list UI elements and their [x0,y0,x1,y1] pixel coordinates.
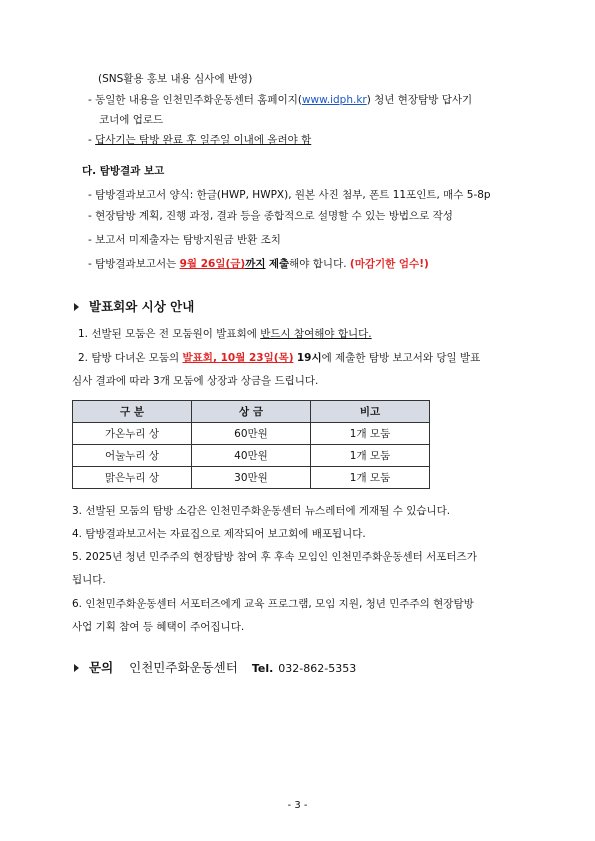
table-cell: 1개 모둠 [311,445,430,467]
deadline-text-before: - 탐방결과보고서는 [88,258,180,270]
upload-deadline-text: 답사기는 탐방 완료 후 일주일 이내에 올려야 함 [95,134,312,146]
item2-text-before: 2. 탐방 다녀온 모둠의 [78,352,183,364]
sns-note: (SNS활용 홍보 내용 심사에 반영) [98,73,253,85]
upload-instruction-cont: 코너에 업로드 [99,114,164,126]
deadline-submit: 제출 [268,258,290,270]
table-cell: 가온누리 상 [73,423,192,445]
deadline-note: (마감기한 엄수!) [349,258,429,270]
item2-text-after: 에 제출한 탐방 보고서와 당일 발표 [321,352,481,364]
section-report-title: 다. 탐방결과 보고 [82,165,165,177]
header-category: 구 분 [73,401,192,423]
upload-text-after: ) 청년 현장탐방 답사기 [366,94,473,106]
contact-org: 인천민주화운동센터 [129,660,238,675]
presentation-heading-text: 발표회와 시상 안내 [89,299,195,314]
triangle-bullet-icon [74,664,79,672]
header-note: 비고 [311,401,430,423]
upload-deadline [88,133,311,147]
table-row [73,467,430,489]
table-cell: 1개 모둠 [311,423,430,445]
presentation-item-5-cont: 됩니다. [72,574,106,586]
upload-text-before: - 동일한 내용을 인천민주화운동센터 홈페이지( [88,94,302,106]
item2-time: 19시 [296,352,322,364]
prize-table-header [73,401,430,423]
homepage-link[interactable]: www.idph.kr [301,94,367,106]
table-cell: 40만원 [192,445,311,467]
presentation-heading [74,299,194,315]
item1-text: 1. 선발된 모둠은 전 모둠원이 발표회에 [78,328,261,340]
presentation-item-2-cont: 심사 결과에 따라 3개 모둠에 상장과 상금을 드립니다. [72,375,319,387]
contact-line [74,660,356,677]
table-cell: 60만원 [192,423,311,445]
presentation-item-4: 4. 탐방결과보고서는 자료집으로 제작되어 보고회에 배포됩니다. [72,528,366,540]
item1-underline: 반드시 참여해야 합니다. [260,328,372,340]
deadline-date: 9월 26일(금) [179,258,246,270]
deadline-until: 까지 [245,258,266,270]
report-item-format: - 탐방결과보고서 양식: 한글(HWP, HWPX), 원본 사진 첨부, 폰트 11포인트, 매수 5-8p [88,189,491,201]
header-prize: 상 금 [192,401,311,423]
table-row [73,423,430,445]
table-row [73,445,430,467]
table-cell: 맑은누리 상 [73,467,192,489]
presentation-item-5: 5. 2025년 청년 민주주의 현장탐방 참여 후 후속 모임인 인천민주화운동센터 서포터즈가 [72,551,477,563]
item2-date: 발표회, 10월 23일(목) [182,352,294,364]
report-item-content: - 현장탐방 계획, 진행 과정, 결과 등을 종합적으로 설명할 수 있는 방법으로 작성 [88,210,453,222]
page-number: - 3 - [287,800,308,811]
prize-table [72,400,430,489]
upload-deadline-prefix: - [88,134,96,146]
presentation-item-6-cont: 사업 기획 참여 등 혜택이 주어집니다. [72,621,245,633]
upload-instruction [88,93,472,107]
table-cell: 어눌누리 상 [73,445,192,467]
deadline-text-after: 해야 합니다. [289,258,350,270]
presentation-item-6: 6. 인천민주화운동센터 서포터즈에게 교육 프로그램, 모임 지원, 청년 민주주의 현장탐방 [72,598,474,610]
contact-tel: 032-862-5353 [278,662,357,675]
contact-label: 문의 [89,660,114,675]
presentation-item-1 [78,327,372,341]
report-deadline [88,257,429,271]
report-item-penalty: - 보고서 미제출자는 탐방지원금 반환 조치 [88,234,281,246]
contact-tel-label: Tel. [251,662,274,675]
table-cell: 1개 모둠 [311,467,430,489]
table-cell: 30만원 [192,467,311,489]
presentation-item-3: 3. 선발된 모둠의 탐방 소감은 인천민주화운동센터 뉴스레터에 게재될 수 있습니다. [72,505,451,517]
triangle-bullet-icon [74,303,79,311]
presentation-item-2 [78,351,480,365]
